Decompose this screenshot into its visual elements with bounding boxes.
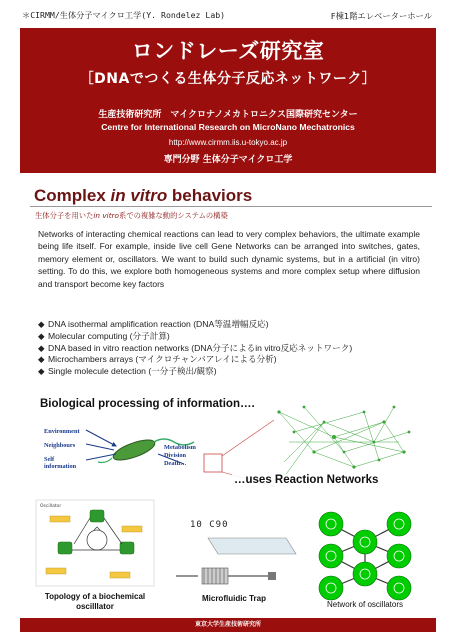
microfluidic-trap-graphic <box>168 532 300 602</box>
oscillator-caption-line2: oscilllator <box>76 602 114 611</box>
label-neighbours: Neighbours <box>44 442 76 449</box>
trap-caption: Microfluidic Trap <box>201 594 266 603</box>
footer-banner: 東京大学生産技術研究所 <box>20 618 436 632</box>
lab-url[interactable]: http://www.cirmm.iis.u-tokyo.ac.jp <box>168 138 288 147</box>
intro-paragraph: Networks of interacting chemical reactions can lead to very complex behaviors, the ultimate example being life itself. For example, inside live cell Gene Networks can be arranged into switches, gates, memory element or, oscillators. We want to build such dynamic systems, but in a artificial (in vitro) setting. To do this, we explore both homogeneous systems and more complex setup where diffusion and transport become key factors <box>38 229 420 289</box>
title-part-1: Complex <box>34 186 111 205</box>
diamond-icon: ◆ <box>38 366 45 377</box>
header-banner <box>20 28 436 173</box>
lab-name: ロンドレーズ研究室 <box>131 39 325 63</box>
oscillator-caption <box>30 592 160 612</box>
label-division: Division <box>164 452 187 459</box>
label-death: Death… <box>164 460 187 467</box>
microfluidic-trap-figure <box>168 532 300 602</box>
bacterium-shape <box>111 436 157 464</box>
oscillator-diagram <box>30 496 160 590</box>
research-field: 専門分野 生体分子マイクロ工学 <box>163 155 293 165</box>
topic-text: Microchambers arrays (マイクロチャンバアレイによる分析) <box>48 354 277 365</box>
zoom-box <box>204 454 222 472</box>
topic-text: Molecular computing (分子計算) <box>48 330 170 341</box>
title-divider <box>30 206 432 207</box>
subtitle-part-1: 生体分子を用いた <box>35 211 94 220</box>
label-information: information <box>44 463 77 470</box>
diamond-icon: ◆ <box>38 319 45 329</box>
figure1-caption-right: …uses Reaction Networks <box>234 474 379 486</box>
topic-text: DNA isothermal amplification reaction (DNA等温増幅反応) <box>48 319 269 329</box>
topic-item <box>38 318 428 330</box>
oscillator-caption-line1: Topology of a biochemical <box>44 592 146 601</box>
top-bar <box>0 0 452 28</box>
oscillator-title: Oscillator <box>40 504 62 509</box>
label-environment: Environment <box>44 428 80 435</box>
topic-item <box>38 342 428 354</box>
topic-text: DNA based in vitro reaction networks (DNA分子によるin vitro反応ネットワーク) <box>48 342 353 353</box>
diamond-icon: ◆ <box>38 354 45 365</box>
topic-item <box>38 365 428 377</box>
topic-text: Single molecule detection (一分子検出/観察) <box>48 366 217 377</box>
institute-japanese: 生産技術研究所 マイクロナノメカトロニクス国際研究センター <box>98 110 358 120</box>
subtitle-part-3: 系での複雑な動的システムの構築 <box>119 211 228 220</box>
diamond-icon: ◆ <box>38 342 45 353</box>
oscillator-topology-figure <box>30 496 160 590</box>
figure1-caption-left: Biological processing of information…. <box>40 398 255 410</box>
section-title <box>34 186 252 206</box>
trap-codes: 10 C90 <box>190 520 229 530</box>
lab-reference: ＊CIRMM/生体分子マイクロ工学(Y. Rondelez Lab) <box>22 10 226 20</box>
diamond-icon: ◆ <box>38 330 45 341</box>
topic-item <box>38 330 428 342</box>
biological-processing-figure <box>34 392 418 494</box>
title-part-3: behaviors <box>167 186 253 205</box>
topic-list <box>38 318 428 377</box>
reaction-network-graphic <box>279 407 409 477</box>
lab-subtitle: ［DNAでつくる生体分子反応ネットワーク］ <box>79 71 377 87</box>
subtitle-part-2: in vitro <box>93 211 120 220</box>
network-caption: Network of oscillators <box>326 600 404 609</box>
location-label: F棟1階エレベーターホール <box>330 11 432 21</box>
title-part-2: in vitro <box>110 186 168 205</box>
oscillator-network-graphic <box>306 506 424 602</box>
oscillator-network-figure <box>306 506 424 602</box>
institute-english: Centre for International Research on MicroNano Mechatronics <box>101 122 355 132</box>
section-subtitle <box>35 211 228 221</box>
label-metabolism: Metabolism <box>164 444 196 451</box>
label-self: Self <box>44 456 55 463</box>
topic-item <box>38 353 428 365</box>
